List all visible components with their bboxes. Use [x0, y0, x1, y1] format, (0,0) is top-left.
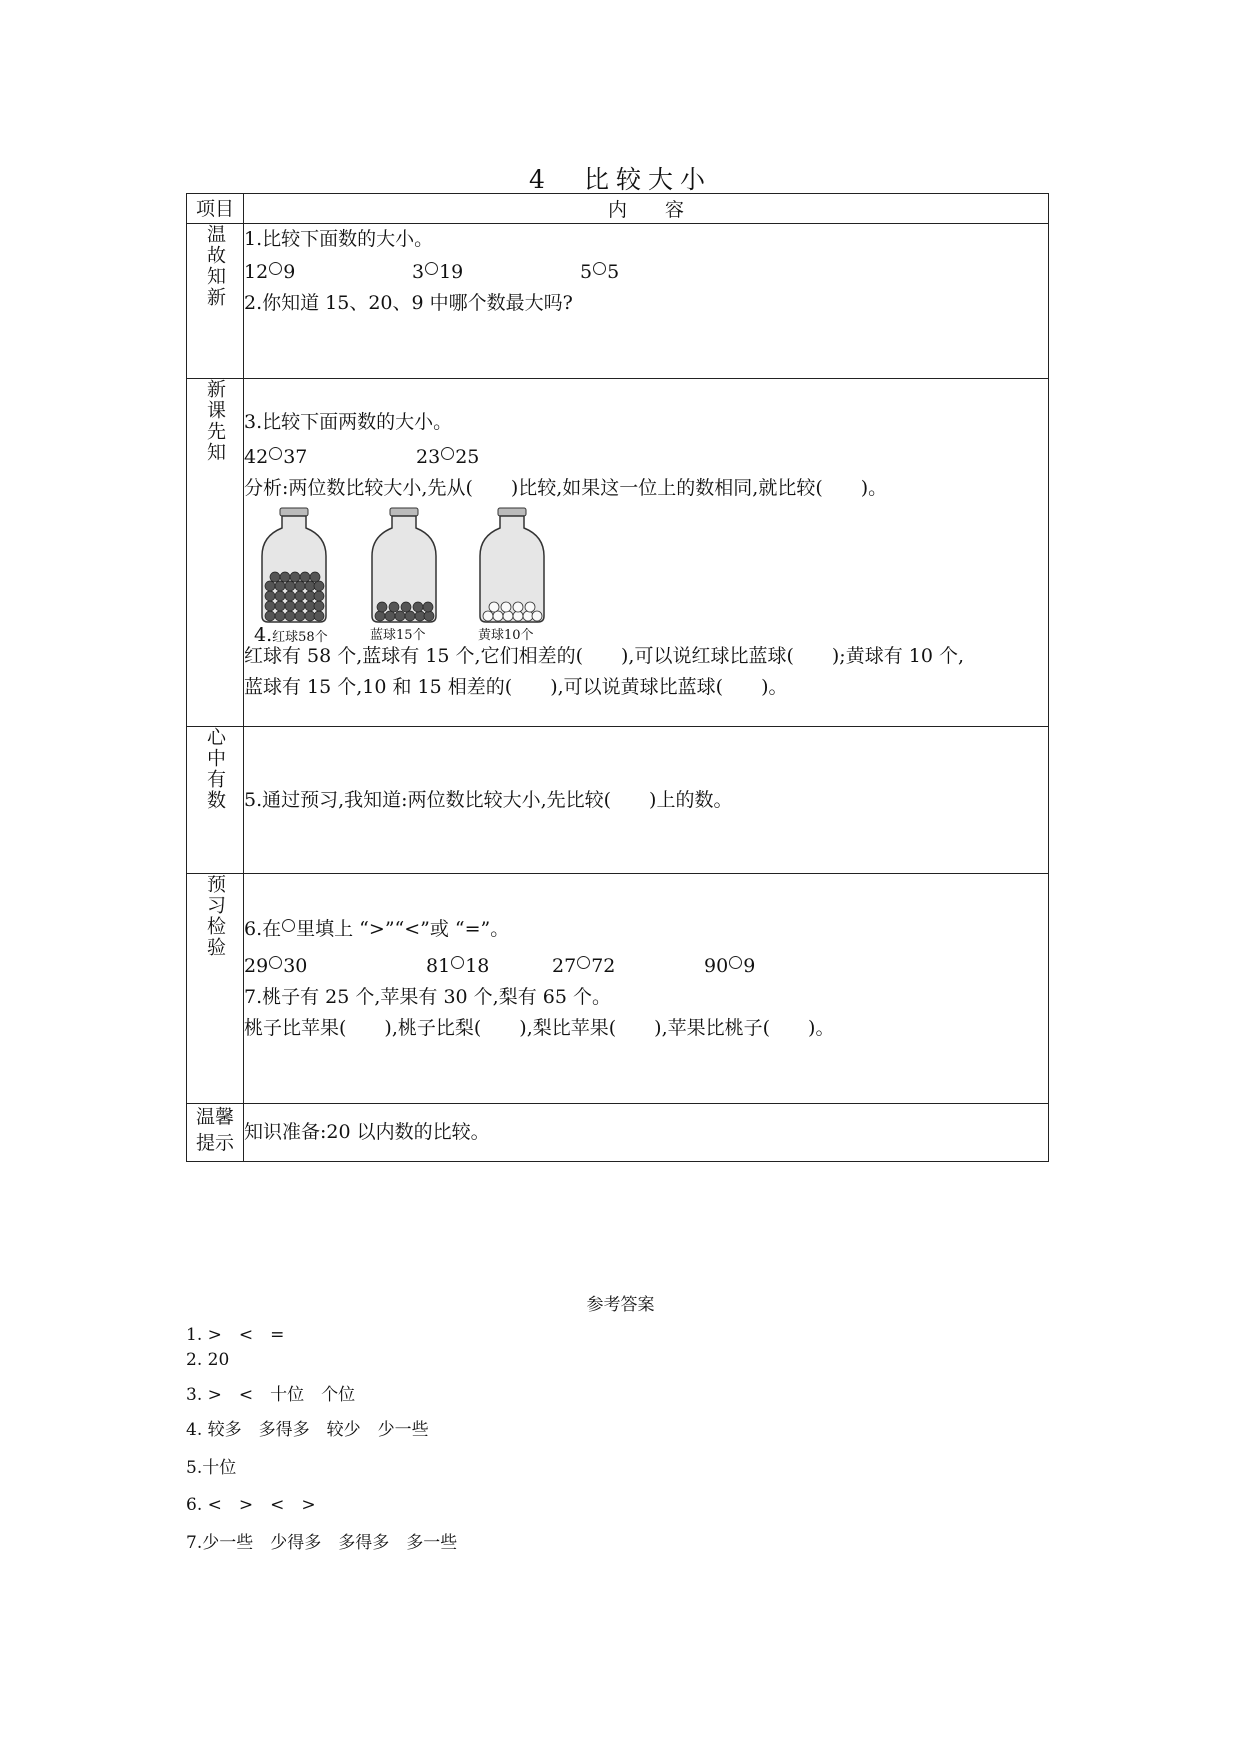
- section-label-2: 新课先知: [187, 379, 244, 727]
- answer-7: 7.少一些 少得多 多得多 多一些: [186, 1533, 458, 1553]
- page-title: 4 比较大小: [529, 165, 712, 194]
- question-3: 3.比较下面两数的大小。: [244, 411, 453, 433]
- question-7: 7.桃子有 25 个,苹果有 30 个,梨有 65 个。: [244, 986, 611, 1008]
- tip-text: 知识准备:20 以内数的比较。: [244, 1121, 490, 1143]
- question-4-line1: 红球有 58 个,蓝球有 15 个,它们相差的( ),可以说红球比蓝球( );黄球有 10 个,: [244, 645, 965, 667]
- header-item: [187, 194, 244, 224]
- answers-title: 参考答案: [586, 1295, 655, 1315]
- section-content-1: [244, 224, 1049, 379]
- jar-caption-red: 4.红球58个: [254, 624, 328, 646]
- jar-illustration: [244, 506, 1048, 646]
- circle-icon: [451, 956, 464, 969]
- jar-yellow-icon: [476, 506, 548, 624]
- section-label-3: 心中有数: [187, 727, 244, 874]
- jar-yellow: [476, 506, 548, 643]
- answer-6: 6. < > < >: [186, 1495, 316, 1515]
- circle-icon: [577, 956, 590, 969]
- circle-icon: [593, 262, 606, 275]
- section-label-5: 温馨提示: [187, 1104, 244, 1162]
- question-4-line2: 蓝球有 15 个,10 和 15 相差的( ),可以说黄球比蓝球( )。: [244, 676, 788, 698]
- section-label-1: 温故知新: [187, 224, 244, 379]
- compare-row-1: 12 9 3 19 5 5: [244, 261, 620, 283]
- jar-caption-yellow: 黄球10个: [478, 628, 534, 643]
- header-col1: 项目: [195, 197, 234, 220]
- question-1: 1.比较下面数的大小。: [244, 228, 434, 250]
- section-content-2: [244, 379, 1049, 727]
- answer-5: 5.十位: [186, 1458, 237, 1478]
- circle-icon: [729, 956, 742, 969]
- worksheet-table: [186, 193, 1049, 1162]
- section-content-3: [244, 727, 1049, 874]
- answer-3: 3. > < 十位 个位: [186, 1385, 356, 1405]
- question-7-blanks: 桃子比苹果( ),桃子比梨( ),梨比苹果( ),苹果比桃子( )。: [244, 1017, 835, 1039]
- section-content-5: [244, 1104, 1049, 1162]
- jar-red: [254, 506, 330, 646]
- question-6: 6.在 里填上 “>”“<”或 “=”。: [244, 918, 510, 940]
- answer-1: 1. > < =: [186, 1325, 285, 1345]
- circle-icon: [282, 919, 295, 932]
- header-col2: 内 容: [607, 199, 684, 221]
- answer-4: 4. 较多 多得多 较少 少一些: [186, 1420, 429, 1440]
- circle-icon: [441, 447, 454, 460]
- jar-red-icon: [258, 506, 330, 624]
- jar-blue-icon: [368, 506, 440, 624]
- jar-blue: [368, 506, 440, 643]
- section-content-4: [244, 874, 1049, 1104]
- circle-icon: [269, 956, 282, 969]
- circle-icon: [269, 262, 282, 275]
- circle-icon: [269, 447, 282, 460]
- jar-caption-blue: 蓝球15个: [370, 628, 426, 643]
- circle-icon: [425, 262, 438, 275]
- section-label-4: 预习检验: [187, 874, 244, 1104]
- analysis: 分析:两位数比较大小,先从( )比较,如果这一位上的数相同,就比较( )。: [244, 477, 888, 499]
- compare-row-2: 42 37 23 25: [244, 446, 480, 468]
- question-5: 5.通过预习,我知道:两位数比较大小,先比较( )上的数。: [244, 788, 733, 811]
- header-content: [244, 194, 1049, 224]
- answer-2: 2. 20: [186, 1350, 230, 1370]
- question-2: 2.你知道 15、20、9 中哪个数最大吗?: [244, 292, 573, 314]
- compare-row-4: 29 30 81 18 27 72 90 9: [244, 955, 756, 977]
